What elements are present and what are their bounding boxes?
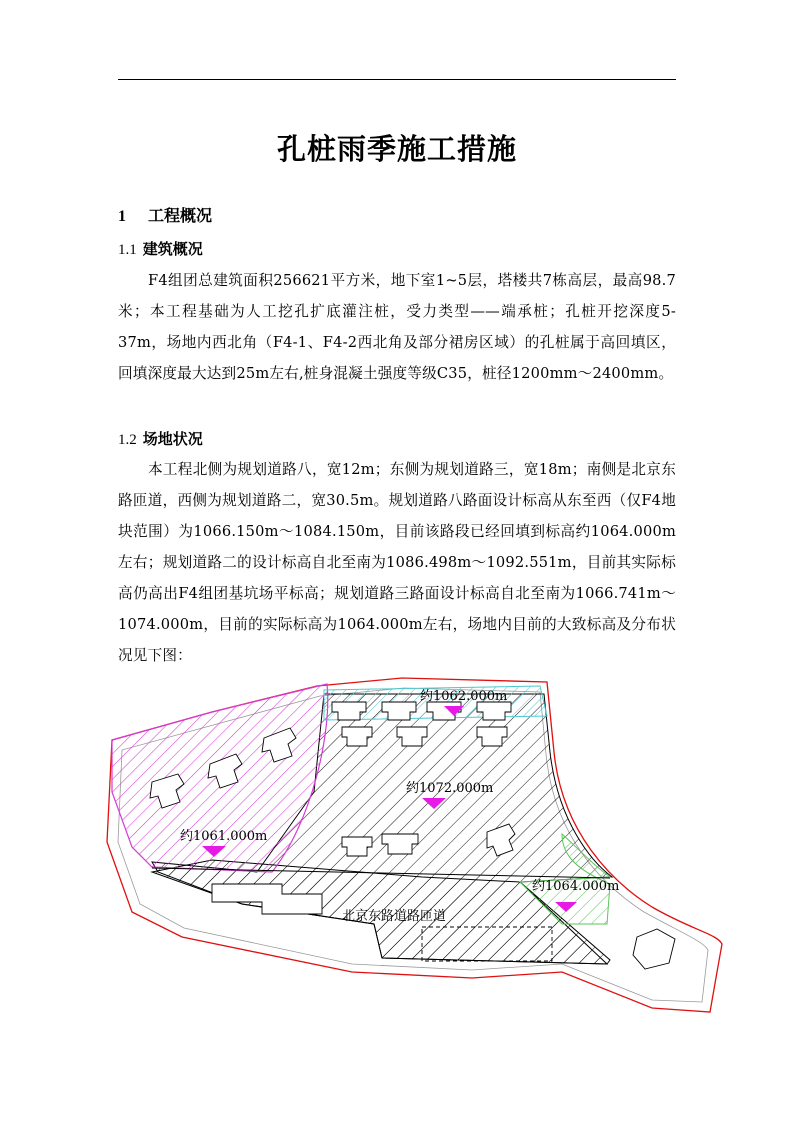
ramp-label: 北京东路道路匝道 xyxy=(342,909,447,924)
central-zone-label: 约1072.000m xyxy=(406,781,494,796)
west-zone-label: 约1061.000m xyxy=(180,829,268,844)
section-1-1-heading xyxy=(118,238,203,259)
section-1-2-heading xyxy=(118,428,203,449)
header-rule xyxy=(118,79,676,80)
north-zone-label: 约1062.000m xyxy=(420,689,508,704)
section-1-2-paragraph: 本工程北侧为规划道路八，宽12m；东侧为规划道路三，宽18m；南侧是北京东路匝道，西侧为规划道路二，宽30.5m。规划道路八路面设计标高从东至西（仅F4地块范围）为1066.150m～1084.150m，目前该路段已经回填到标高约1064.000m左右；规划道路二的设计标高自北至南为1086.498m～1092.551m，目前其实际标高仍高出F4组团基坑场平标高；规划道路三路面设计标高自北至南为1066.741m～1074.000m，目前的实际标高为1064.000m左右，场地内目前的大致标高及分布状况见下图： xyxy=(118,461,676,664)
east-zone-label: 约1064.000m xyxy=(532,879,620,894)
section-1-2-title: 场地状况 xyxy=(142,430,203,448)
section-1-number: 1 xyxy=(118,208,126,225)
section-1-1-title: 建筑概况 xyxy=(142,240,203,258)
section-1-1-paragraph: F4组团总建筑面积256621平方米，地下室1~5层，塔楼共7栋高层，最高98.7米；本工程基础为人工挖孔扩底灌注桩，受力类型——端承桩；孔桩开挖深度5-37m，场地内西北角（F4-1、F4-2西北角及部分裙房区域）的孔桩属于高回填区，回填深度最大达到25m左右,桩身混凝土强度等级C35，桩径1200mm～2400mm。 xyxy=(118,272,676,382)
section-1-2-number: 1.2 xyxy=(118,432,137,448)
document-title: 孔桩雨季施工措施 xyxy=(276,132,517,166)
section-1-heading xyxy=(118,203,212,226)
section-1-title: 工程概况 xyxy=(148,206,213,225)
site-elevation-map xyxy=(92,672,732,1032)
section-1-1-number: 1.1 xyxy=(118,242,137,258)
